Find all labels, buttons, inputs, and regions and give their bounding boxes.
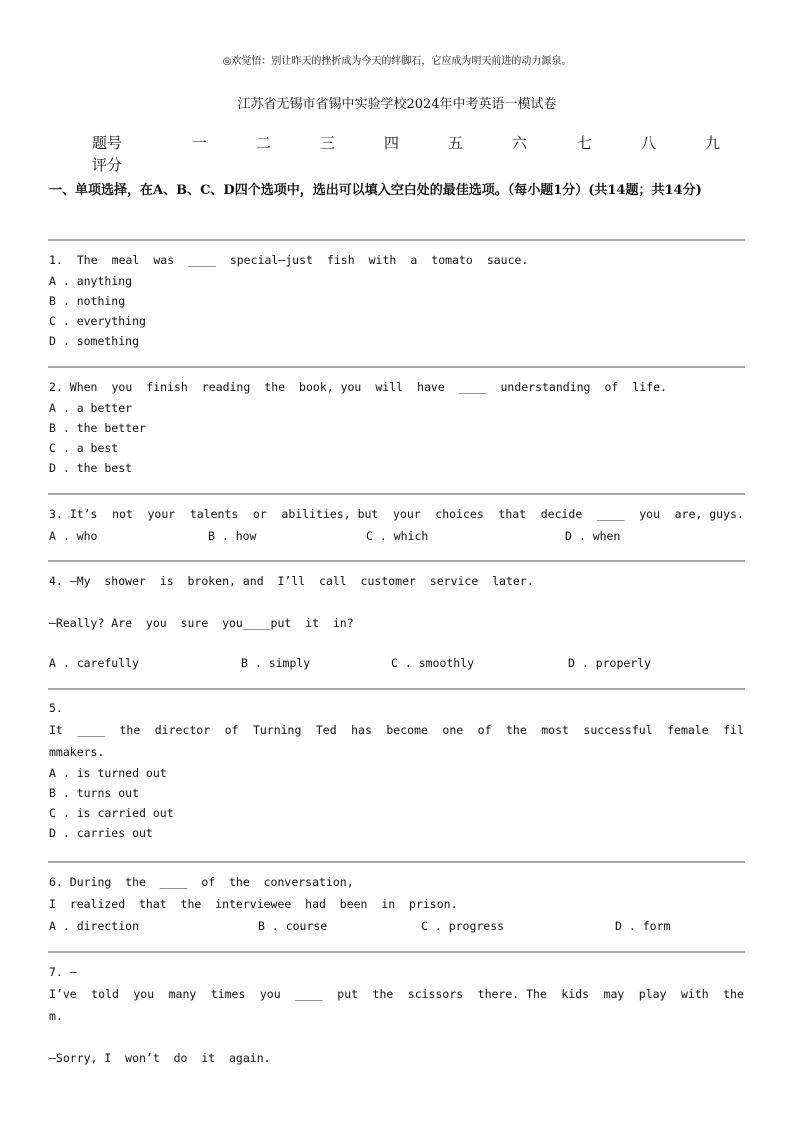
option-d: D . something (49, 334, 140, 348)
stem-word: book, you (299, 380, 362, 394)
option-c: C . which (366, 529, 429, 543)
option-c: C . progress (421, 919, 505, 933)
stem-word: Ted (315, 723, 337, 737)
stem-word: reading (201, 380, 251, 394)
option-c: C . is carried out (49, 806, 174, 820)
stem-word: with (680, 987, 709, 1001)
option-a: A . carefully (49, 656, 140, 670)
stem-word: a (410, 253, 418, 267)
option-b: B . turns out (49, 786, 140, 800)
stem-word: It (49, 723, 63, 737)
stem-word: Turning (252, 723, 302, 737)
question-line: 6. During the ____ of the conversation, (49, 875, 354, 889)
stem-word: you (111, 380, 133, 394)
stem-word: ____ (458, 380, 487, 394)
stem-word: your (147, 507, 176, 521)
stem-word: may (603, 987, 625, 1001)
stem-word: the (372, 987, 394, 1001)
stem-word: female (667, 723, 709, 737)
options-row (49, 915, 744, 937)
stem-word: life. (632, 380, 667, 394)
stem-word: the (505, 723, 527, 737)
option-a: A . anything (49, 274, 133, 288)
stem-word: decide (540, 507, 583, 521)
divider (48, 366, 745, 368)
question-line: 7. — (49, 965, 77, 979)
col-8: 八 (641, 134, 657, 152)
question-6 (49, 871, 744, 937)
question-stem (49, 503, 744, 525)
question-line: —Really? Are you sure you____put it in? (49, 616, 354, 630)
question-stem-continued: mmakers. (49, 745, 105, 759)
stem-word: ____ (77, 723, 106, 737)
row-label-question-number: 题号 (92, 134, 123, 152)
stem-word: kids (561, 987, 590, 1001)
question-stem-continued: m. (49, 1009, 63, 1023)
stem-word: not (112, 507, 133, 521)
question-4 (49, 570, 744, 674)
stem-word: times (210, 987, 246, 1001)
stem-word: of (604, 380, 619, 394)
stem-word: abilities, but (281, 507, 379, 521)
stem-word: was (153, 253, 175, 267)
option-c: C . everything (49, 314, 146, 328)
option-d: D . carries out (49, 826, 153, 840)
stem-word: you (639, 507, 660, 521)
stem-word: the (119, 723, 141, 737)
option-b: B . course (258, 919, 328, 933)
option-b: B . how (208, 529, 257, 543)
stem-word: are, guys. (674, 507, 744, 521)
col-3: 三 (320, 134, 336, 152)
question-line: I realized that the interviewee had been in prison. (49, 897, 458, 911)
option-a: A . is turned out (49, 766, 167, 780)
score-table-header-row (92, 132, 752, 154)
option-a: A . direction (49, 919, 140, 933)
stem-word: 2. When (49, 380, 98, 394)
options-row (49, 652, 744, 674)
option-c: C . a best (49, 441, 119, 455)
stem-word: you (133, 987, 155, 1001)
col-7: 七 (577, 134, 593, 152)
question-stem (49, 376, 744, 398)
question-1 (49, 249, 744, 351)
stem-word: told (91, 987, 119, 1001)
stem-word: ____ (295, 987, 323, 1001)
stem-word: there. The (477, 987, 547, 1001)
question-line: —Sorry, I won’t do it again. (49, 1051, 271, 1065)
stem-word: director (154, 723, 211, 737)
stem-word: talents (189, 507, 239, 521)
stem-word: or (252, 507, 267, 521)
option-a: A . who (49, 529, 98, 543)
stem-word: finish (146, 380, 188, 394)
question-stem (49, 719, 744, 741)
stem-word: fil (723, 723, 744, 737)
stem-word: with (368, 253, 397, 267)
stem-word: you (259, 987, 281, 1001)
option-b: B . nothing (49, 294, 126, 308)
stem-word: the (723, 987, 744, 1001)
question-3 (49, 503, 744, 547)
stem-word: put (337, 987, 359, 1001)
divider (48, 688, 745, 690)
col-6: 六 (512, 134, 528, 152)
stem-word: fish (326, 253, 355, 267)
stem-word: become (386, 723, 428, 737)
option-d: D . form (615, 919, 671, 933)
divider (48, 951, 745, 953)
stem-word: choices (435, 507, 484, 521)
stem-word: has (351, 723, 372, 737)
option-b: B . the better (49, 421, 146, 435)
stem-word: your (392, 507, 421, 521)
divider (48, 560, 745, 562)
stem-word: The (76, 253, 98, 267)
col-5: 五 (448, 134, 464, 152)
divider (48, 861, 745, 863)
col-9: 九 (705, 134, 721, 152)
question-stem (49, 983, 744, 1005)
option-d: D . properly (568, 656, 652, 670)
col-4: 四 (384, 134, 400, 152)
divider (48, 493, 745, 495)
question-line: 4. —My shower is broken, and I’ll call customer service later. (49, 574, 534, 588)
page-title: 江苏省无锡市省锡中实验学校2024年中考英语一模试卷 (237, 97, 557, 112)
stem-word: sauce. (486, 253, 529, 267)
stem-word: 1. (49, 253, 63, 267)
stem-word: scissors (407, 987, 464, 1001)
stem-word: of (477, 723, 492, 737)
question-number: 5. (49, 701, 63, 715)
stem-word: many (168, 987, 197, 1001)
divider (48, 239, 745, 241)
option-d: D . the best (49, 461, 133, 475)
stem-word: ____ (188, 253, 216, 267)
score-table-score-row (92, 154, 752, 176)
motto: ◎欢觉悟：别让昨天的挫折成为今天的绊脚石，它应成为明天前进的动力源泉。 (222, 56, 572, 67)
stem-word: ____ (596, 507, 625, 521)
stem-word: play (638, 987, 667, 1001)
stem-word: that (498, 507, 527, 521)
question-2 (49, 376, 744, 478)
stem-word: tomato (431, 253, 473, 267)
col-2: 二 (256, 134, 272, 152)
stem-word: understanding (500, 380, 591, 394)
stem-word: one (442, 723, 464, 737)
stem-word: of (224, 723, 239, 737)
stem-word: have (417, 380, 445, 394)
question-stem (49, 249, 744, 271)
stem-word: special—just (229, 253, 313, 267)
section-heading: 一、单项选择，在A、B、C、D四个选项中，选出可以填入空白处的最佳选项。（每小题1分）(共14题；共14分) (49, 183, 702, 198)
stem-word: 3. It’s (49, 507, 98, 521)
option-b: B . simply (241, 656, 311, 670)
stem-word: meal (111, 253, 140, 267)
question-7 (49, 961, 744, 1069)
question-5 (49, 697, 744, 843)
col-1: 一 (192, 134, 208, 152)
option-d: D . when (565, 529, 621, 543)
option-a: A . a better (49, 401, 133, 415)
stem-word: will (375, 380, 404, 394)
stem-word: I’ve (49, 987, 77, 1001)
score-table (92, 132, 752, 176)
stem-word: successful (583, 723, 653, 737)
option-c: C . smoothly (391, 656, 475, 670)
options-row (49, 525, 744, 547)
stem-word: most (541, 723, 569, 737)
row-label-score: 评分 (92, 156, 123, 174)
stem-word: the (264, 380, 286, 394)
